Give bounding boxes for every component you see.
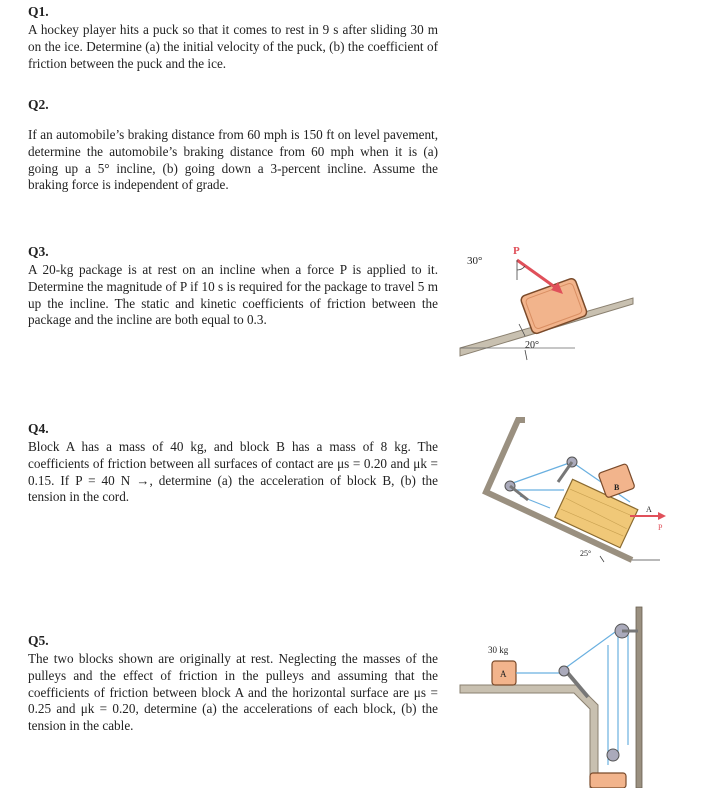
question-title: Q1. xyxy=(28,4,49,19)
question-title: Q5. xyxy=(28,633,49,648)
question-title: Q3. xyxy=(28,244,49,259)
question-5 xyxy=(28,633,438,735)
question-text: The two blocks shown are originally at rest. Neglecting the masses of the pulleys and the effect of friction in the pulleys and assuming that the coefficients of friction between block A and the horizontal surface are μs = 0.25 and μk = 0.20, determine (a) the accelerations of each block, (b) the tension in the cable. xyxy=(28,651,438,734)
mass-label: 30 kg xyxy=(488,645,509,655)
hanging-block xyxy=(590,773,626,788)
horizontal-surface xyxy=(460,685,598,788)
question-text: A 20-kg package is at rest on an incline when a force P is applied to it. Determine the magnitude of P if 10 s is required for the package to travel 5 m up the incline. The static and kinetic coefficients of friction between the package and the incline are both equal to 0.3. xyxy=(28,262,438,328)
vertical-support xyxy=(636,607,642,788)
force-label-p: P xyxy=(658,523,663,532)
question-text: Block A has a mass of 40 kg, and block B has a mass of 8 kg. The coefficients of friction between all surfaces of contact are μs = 0.20 and μk = 0.15. If P = 40 N →, determine (a) the acceleration of block B, (b) the tension in the cord. xyxy=(28,439,438,505)
figure-q5-pulley-system xyxy=(458,605,658,788)
figure-q4-pulley-incline xyxy=(480,412,695,577)
block-a-label: A xyxy=(646,505,652,514)
pulley-icon xyxy=(607,749,619,761)
force-p-arrow xyxy=(517,260,559,290)
angle-label-30: 30° xyxy=(467,255,483,267)
question-title: Q4. xyxy=(28,421,49,436)
question-title: Q2. xyxy=(28,97,49,112)
angle-label-25: 25° xyxy=(580,549,592,558)
question-text: If an automobile’s braking distance from 60 mph is 150 ft on level pavement, determine the automobile’s braking distance from 60 mph when it is (a) going up a 5° incline, (b) going down a 3-percent incline. Assume the braking force is independent of grade. xyxy=(28,127,438,193)
force-label-p: P xyxy=(513,245,520,257)
block-b-label: B xyxy=(614,483,620,492)
block-b xyxy=(598,463,635,498)
pulley-icon xyxy=(559,666,569,676)
figure-q3-incline xyxy=(455,240,635,380)
angle-label-20: 20° xyxy=(525,340,539,351)
question-1 xyxy=(28,4,438,72)
question-text: A hockey player hits a puck so that it comes to rest in 9 s after sliding 30 m on the ice. Determine (a) the initial velocity of the puck, (b) the coefficient of friction between the puck and the ice. xyxy=(28,22,438,71)
question-4 xyxy=(28,421,438,506)
question-2 xyxy=(28,97,438,194)
block-a-label: A xyxy=(500,669,507,679)
question-3 xyxy=(28,244,438,329)
